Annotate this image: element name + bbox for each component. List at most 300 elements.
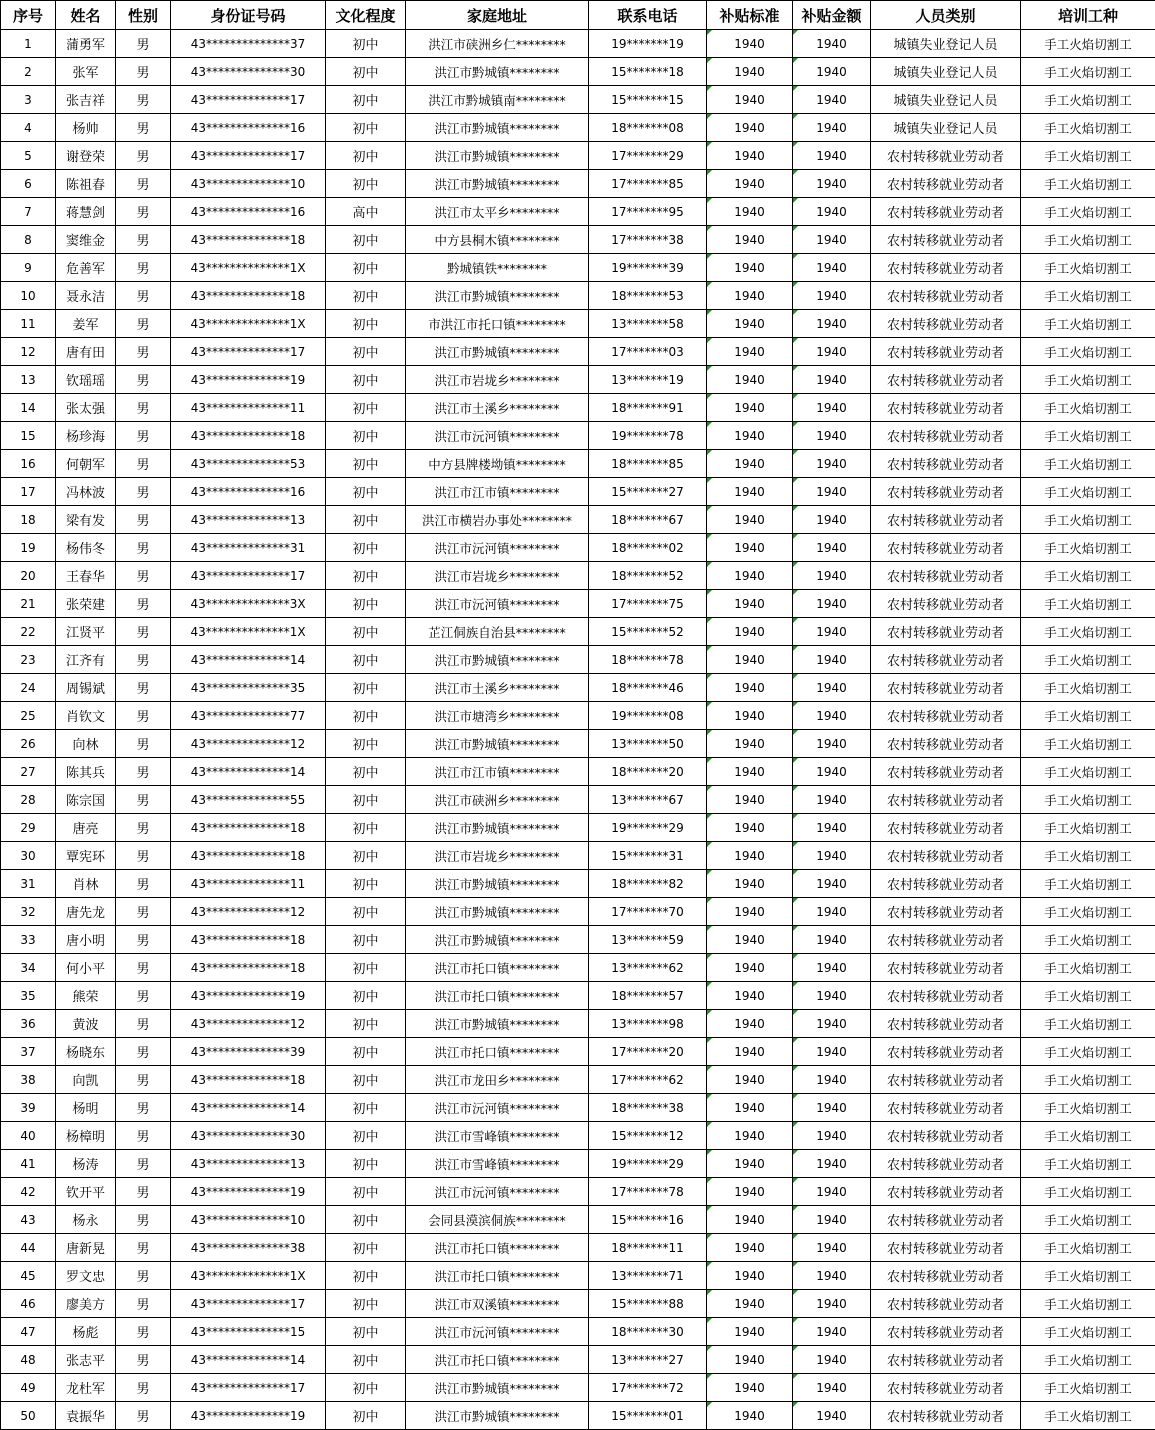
cell-seq[interactable]: 26 bbox=[1, 730, 56, 758]
cell-gender[interactable]: 男 bbox=[116, 1178, 171, 1206]
cell-seq[interactable]: 36 bbox=[1, 1010, 56, 1038]
cell-address[interactable]: 洪江市江市镇******** bbox=[406, 478, 589, 506]
cell-id-number[interactable]: 43**************18 bbox=[171, 1066, 326, 1094]
cell-address[interactable]: 洪江市黔城镇******** bbox=[406, 926, 589, 954]
cell-education[interactable]: 初中 bbox=[326, 170, 406, 198]
cell-subsidy-standard[interactable]: 1940 bbox=[707, 1374, 793, 1402]
cell-category[interactable]: 农村转移就业劳动者 bbox=[871, 254, 1021, 282]
cell-subsidy-standard[interactable]: 1940 bbox=[707, 1318, 793, 1346]
cell-category[interactable]: 农村转移就业劳动者 bbox=[871, 394, 1021, 422]
cell-subsidy-amount[interactable]: 1940 bbox=[793, 1122, 871, 1150]
cell-training-type[interactable]: 手工火焰切割工 bbox=[1021, 590, 1155, 618]
cell-gender[interactable]: 男 bbox=[116, 758, 171, 786]
cell-category[interactable]: 农村转移就业劳动者 bbox=[871, 898, 1021, 926]
cell-seq[interactable]: 2 bbox=[1, 58, 56, 86]
cell-name[interactable]: 肖钦文 bbox=[56, 702, 116, 730]
cell-subsidy-amount[interactable]: 1940 bbox=[793, 394, 871, 422]
cell-subsidy-amount[interactable]: 1940 bbox=[793, 1038, 871, 1066]
cell-education[interactable]: 初中 bbox=[326, 842, 406, 870]
cell-address[interactable]: 洪江市雪峰镇******** bbox=[406, 1122, 589, 1150]
cell-subsidy-standard[interactable]: 1940 bbox=[707, 982, 793, 1010]
cell-category[interactable]: 农村转移就业劳动者 bbox=[871, 450, 1021, 478]
cell-phone[interactable]: 18*******67 bbox=[589, 506, 707, 534]
cell-subsidy-amount[interactable]: 1940 bbox=[793, 86, 871, 114]
cell-training-type[interactable]: 手工火焰切割工 bbox=[1021, 982, 1155, 1010]
cell-subsidy-amount[interactable]: 1940 bbox=[793, 1178, 871, 1206]
cell-education[interactable]: 初中 bbox=[326, 590, 406, 618]
cell-name[interactable]: 聂永洁 bbox=[56, 282, 116, 310]
cell-name[interactable]: 肖林 bbox=[56, 870, 116, 898]
cell-seq[interactable]: 5 bbox=[1, 142, 56, 170]
cell-education[interactable]: 初中 bbox=[326, 1038, 406, 1066]
cell-id-number[interactable]: 43**************1X bbox=[171, 618, 326, 646]
cell-subsidy-amount[interactable]: 1940 bbox=[793, 618, 871, 646]
cell-id-number[interactable]: 43**************14 bbox=[171, 1346, 326, 1374]
cell-address[interactable]: 洪江市托口镇******** bbox=[406, 982, 589, 1010]
cell-seq[interactable]: 24 bbox=[1, 674, 56, 702]
cell-category[interactable]: 农村转移就业劳动者 bbox=[871, 814, 1021, 842]
cell-phone[interactable]: 17*******20 bbox=[589, 1038, 707, 1066]
cell-id-number[interactable]: 43**************19 bbox=[171, 982, 326, 1010]
cell-name[interactable]: 杨帅 bbox=[56, 114, 116, 142]
cell-seq[interactable]: 8 bbox=[1, 226, 56, 254]
cell-phone[interactable]: 13*******62 bbox=[589, 954, 707, 982]
cell-seq[interactable]: 4 bbox=[1, 114, 56, 142]
cell-education[interactable]: 初中 bbox=[326, 562, 406, 590]
cell-address[interactable]: 洪江市岩垅乡******** bbox=[406, 366, 589, 394]
cell-gender[interactable]: 男 bbox=[116, 702, 171, 730]
cell-address[interactable]: 洪江市黔城镇******** bbox=[406, 114, 589, 142]
cell-id-number[interactable]: 43**************18 bbox=[171, 226, 326, 254]
cell-training-type[interactable]: 手工火焰切割工 bbox=[1021, 1038, 1155, 1066]
cell-subsidy-standard[interactable]: 1940 bbox=[707, 1178, 793, 1206]
cell-id-number[interactable]: 43**************1X bbox=[171, 1262, 326, 1290]
cell-name[interactable]: 杨珍海 bbox=[56, 422, 116, 450]
cell-subsidy-amount[interactable]: 1940 bbox=[793, 254, 871, 282]
cell-education[interactable]: 初中 bbox=[326, 786, 406, 814]
cell-subsidy-standard[interactable]: 1940 bbox=[707, 1234, 793, 1262]
cell-gender[interactable]: 男 bbox=[116, 394, 171, 422]
cell-subsidy-amount[interactable]: 1940 bbox=[793, 1290, 871, 1318]
cell-name[interactable]: 张太强 bbox=[56, 394, 116, 422]
cell-subsidy-standard[interactable]: 1940 bbox=[707, 758, 793, 786]
cell-subsidy-standard[interactable]: 1940 bbox=[707, 198, 793, 226]
cell-category[interactable]: 农村转移就业劳动者 bbox=[871, 226, 1021, 254]
cell-subsidy-standard[interactable]: 1940 bbox=[707, 422, 793, 450]
cell-gender[interactable]: 男 bbox=[116, 1094, 171, 1122]
cell-training-type[interactable]: 手工火焰切割工 bbox=[1021, 1010, 1155, 1038]
cell-training-type[interactable]: 手工火焰切割工 bbox=[1021, 478, 1155, 506]
cell-name[interactable]: 张军 bbox=[56, 58, 116, 86]
cell-seq[interactable]: 23 bbox=[1, 646, 56, 674]
cell-training-type[interactable]: 手工火焰切割工 bbox=[1021, 898, 1155, 926]
cell-education[interactable]: 初中 bbox=[326, 618, 406, 646]
cell-address[interactable]: 洪江市沅河镇******** bbox=[406, 590, 589, 618]
cell-address[interactable]: 洪江市黔城镇******** bbox=[406, 338, 589, 366]
cell-category[interactable]: 农村转移就业劳动者 bbox=[871, 1122, 1021, 1150]
cell-subsidy-standard[interactable]: 1940 bbox=[707, 254, 793, 282]
cell-address[interactable]: 洪江市江市镇******** bbox=[406, 758, 589, 786]
cell-subsidy-amount[interactable]: 1940 bbox=[793, 478, 871, 506]
cell-subsidy-standard[interactable]: 1940 bbox=[707, 58, 793, 86]
cell-phone[interactable]: 18*******53 bbox=[589, 282, 707, 310]
cell-seq[interactable]: 33 bbox=[1, 926, 56, 954]
cell-seq[interactable]: 19 bbox=[1, 534, 56, 562]
cell-id-number[interactable]: 43**************14 bbox=[171, 758, 326, 786]
cell-education[interactable]: 初中 bbox=[326, 814, 406, 842]
cell-subsidy-standard[interactable]: 1940 bbox=[707, 170, 793, 198]
cell-subsidy-amount[interactable]: 1940 bbox=[793, 1318, 871, 1346]
cell-gender[interactable]: 男 bbox=[116, 842, 171, 870]
cell-gender[interactable]: 男 bbox=[116, 982, 171, 1010]
cell-subsidy-standard[interactable]: 1940 bbox=[707, 1094, 793, 1122]
cell-category[interactable]: 农村转移就业劳动者 bbox=[871, 730, 1021, 758]
cell-gender[interactable]: 男 bbox=[116, 1234, 171, 1262]
cell-category[interactable]: 农村转移就业劳动者 bbox=[871, 1038, 1021, 1066]
cell-address[interactable]: 洪江市沅河镇******** bbox=[406, 534, 589, 562]
cell-education[interactable]: 初中 bbox=[326, 506, 406, 534]
cell-subsidy-amount[interactable]: 1940 bbox=[793, 198, 871, 226]
cell-subsidy-standard[interactable]: 1940 bbox=[707, 562, 793, 590]
cell-seq[interactable]: 10 bbox=[1, 282, 56, 310]
cell-subsidy-standard[interactable]: 1940 bbox=[707, 226, 793, 254]
cell-name[interactable]: 周锡斌 bbox=[56, 674, 116, 702]
cell-name[interactable]: 江贤平 bbox=[56, 618, 116, 646]
cell-address[interactable]: 洪江市托口镇******** bbox=[406, 1262, 589, 1290]
cell-training-type[interactable]: 手工火焰切割工 bbox=[1021, 758, 1155, 786]
cell-training-type[interactable]: 手工火焰切割工 bbox=[1021, 254, 1155, 282]
cell-seq[interactable]: 20 bbox=[1, 562, 56, 590]
cell-subsidy-amount[interactable]: 1940 bbox=[793, 870, 871, 898]
cell-training-type[interactable]: 手工火焰切割工 bbox=[1021, 1206, 1155, 1234]
cell-category[interactable]: 农村转移就业劳动者 bbox=[871, 842, 1021, 870]
cell-category[interactable]: 农村转移就业劳动者 bbox=[871, 646, 1021, 674]
cell-name[interactable]: 袁振华 bbox=[56, 1402, 116, 1430]
cell-seq[interactable]: 3 bbox=[1, 86, 56, 114]
cell-address[interactable]: 洪江市托口镇******** bbox=[406, 954, 589, 982]
cell-seq[interactable]: 30 bbox=[1, 842, 56, 870]
cell-category[interactable]: 农村转移就业劳动者 bbox=[871, 198, 1021, 226]
cell-education[interactable]: 初中 bbox=[326, 422, 406, 450]
cell-phone[interactable]: 13*******58 bbox=[589, 310, 707, 338]
cell-subsidy-amount[interactable]: 1940 bbox=[793, 226, 871, 254]
cell-gender[interactable]: 男 bbox=[116, 646, 171, 674]
cell-name[interactable]: 钦开平 bbox=[56, 1178, 116, 1206]
cell-name[interactable]: 冯林波 bbox=[56, 478, 116, 506]
cell-phone[interactable]: 13*******27 bbox=[589, 1346, 707, 1374]
cell-address[interactable]: 洪江市黔城镇******** bbox=[406, 142, 589, 170]
cell-category[interactable]: 农村转移就业劳动者 bbox=[871, 170, 1021, 198]
cell-subsidy-amount[interactable]: 1940 bbox=[793, 1374, 871, 1402]
cell-id-number[interactable]: 43**************11 bbox=[171, 394, 326, 422]
cell-id-number[interactable]: 43**************11 bbox=[171, 870, 326, 898]
cell-id-number[interactable]: 43**************53 bbox=[171, 450, 326, 478]
cell-category[interactable]: 农村转移就业劳动者 bbox=[871, 982, 1021, 1010]
cell-seq[interactable]: 50 bbox=[1, 1402, 56, 1430]
cell-training-type[interactable]: 手工火焰切割工 bbox=[1021, 954, 1155, 982]
cell-name[interactable]: 陈祖春 bbox=[56, 170, 116, 198]
cell-training-type[interactable]: 手工火焰切割工 bbox=[1021, 282, 1155, 310]
cell-phone[interactable]: 18*******11 bbox=[589, 1234, 707, 1262]
cell-education[interactable]: 初中 bbox=[326, 1122, 406, 1150]
cell-subsidy-amount[interactable]: 1940 bbox=[793, 590, 871, 618]
cell-category[interactable]: 农村转移就业劳动者 bbox=[871, 954, 1021, 982]
cell-education[interactable]: 初中 bbox=[326, 58, 406, 86]
cell-address[interactable]: 黔城镇铁******** bbox=[406, 254, 589, 282]
cell-id-number[interactable]: 43**************13 bbox=[171, 1150, 326, 1178]
cell-name[interactable]: 张志平 bbox=[56, 1346, 116, 1374]
cell-category[interactable]: 农村转移就业劳动者 bbox=[871, 282, 1021, 310]
cell-subsidy-standard[interactable]: 1940 bbox=[707, 310, 793, 338]
cell-subsidy-amount[interactable]: 1940 bbox=[793, 954, 871, 982]
cell-seq[interactable]: 18 bbox=[1, 506, 56, 534]
cell-subsidy-amount[interactable]: 1940 bbox=[793, 674, 871, 702]
cell-phone[interactable]: 18*******08 bbox=[589, 114, 707, 142]
cell-address[interactable]: 芷江侗族自治县******** bbox=[406, 618, 589, 646]
cell-address[interactable]: 洪江市岩垅乡******** bbox=[406, 842, 589, 870]
cell-training-type[interactable]: 手工火焰切割工 bbox=[1021, 394, 1155, 422]
cell-subsidy-amount[interactable]: 1940 bbox=[793, 1066, 871, 1094]
cell-category[interactable]: 农村转移就业劳动者 bbox=[871, 1346, 1021, 1374]
cell-id-number[interactable]: 43**************30 bbox=[171, 1122, 326, 1150]
cell-education[interactable]: 初中 bbox=[326, 1010, 406, 1038]
cell-subsidy-standard[interactable]: 1940 bbox=[707, 366, 793, 394]
cell-education[interactable]: 初中 bbox=[326, 1150, 406, 1178]
cell-subsidy-standard[interactable]: 1940 bbox=[707, 86, 793, 114]
cell-education[interactable]: 初中 bbox=[326, 1402, 406, 1430]
cell-subsidy-standard[interactable]: 1940 bbox=[707, 1150, 793, 1178]
cell-seq[interactable]: 15 bbox=[1, 422, 56, 450]
cell-phone[interactable]: 15*******52 bbox=[589, 618, 707, 646]
cell-subsidy-amount[interactable]: 1940 bbox=[793, 30, 871, 58]
cell-id-number[interactable]: 43**************18 bbox=[171, 926, 326, 954]
cell-subsidy-amount[interactable]: 1940 bbox=[793, 310, 871, 338]
cell-gender[interactable]: 男 bbox=[116, 310, 171, 338]
cell-phone[interactable]: 17*******38 bbox=[589, 226, 707, 254]
cell-id-number[interactable]: 43**************18 bbox=[171, 282, 326, 310]
cell-seq[interactable]: 29 bbox=[1, 814, 56, 842]
cell-name[interactable]: 杨涛 bbox=[56, 1150, 116, 1178]
cell-training-type[interactable]: 手工火焰切割工 bbox=[1021, 1150, 1155, 1178]
cell-subsidy-amount[interactable]: 1940 bbox=[793, 338, 871, 366]
cell-category[interactable]: 农村转移就业劳动者 bbox=[871, 786, 1021, 814]
cell-phone[interactable]: 15*******16 bbox=[589, 1206, 707, 1234]
cell-subsidy-amount[interactable]: 1940 bbox=[793, 282, 871, 310]
cell-gender[interactable]: 男 bbox=[116, 1206, 171, 1234]
cell-training-type[interactable]: 手工火焰切割工 bbox=[1021, 1402, 1155, 1430]
cell-subsidy-amount[interactable]: 1940 bbox=[793, 786, 871, 814]
cell-name[interactable]: 杨樟明 bbox=[56, 1122, 116, 1150]
cell-address[interactable]: 洪江市托口镇******** bbox=[406, 1234, 589, 1262]
cell-phone[interactable]: 15*******12 bbox=[589, 1122, 707, 1150]
cell-id-number[interactable]: 43**************12 bbox=[171, 898, 326, 926]
cell-address[interactable]: 洪江市托口镇******** bbox=[406, 1038, 589, 1066]
cell-subsidy-standard[interactable]: 1940 bbox=[707, 30, 793, 58]
cell-subsidy-standard[interactable]: 1940 bbox=[707, 926, 793, 954]
cell-address[interactable]: 洪江市岩垅乡******** bbox=[406, 562, 589, 590]
cell-gender[interactable]: 男 bbox=[116, 30, 171, 58]
cell-phone[interactable]: 19*******19 bbox=[589, 30, 707, 58]
cell-education[interactable]: 初中 bbox=[326, 1318, 406, 1346]
cell-phone[interactable]: 17*******03 bbox=[589, 338, 707, 366]
cell-category[interactable]: 农村转移就业劳动者 bbox=[871, 1094, 1021, 1122]
cell-subsidy-amount[interactable]: 1940 bbox=[793, 814, 871, 842]
cell-gender[interactable]: 男 bbox=[116, 730, 171, 758]
cell-name[interactable]: 江齐有 bbox=[56, 646, 116, 674]
cell-subsidy-standard[interactable]: 1940 bbox=[707, 1010, 793, 1038]
cell-phone[interactable]: 18*******38 bbox=[589, 1094, 707, 1122]
cell-gender[interactable]: 男 bbox=[116, 142, 171, 170]
cell-subsidy-amount[interactable]: 1940 bbox=[793, 58, 871, 86]
cell-seq[interactable]: 45 bbox=[1, 1262, 56, 1290]
cell-name[interactable]: 蒲勇军 bbox=[56, 30, 116, 58]
cell-category[interactable]: 农村转移就业劳动者 bbox=[871, 1066, 1021, 1094]
cell-education[interactable]: 初中 bbox=[326, 254, 406, 282]
cell-address[interactable]: 洪江市黔城镇******** bbox=[406, 1374, 589, 1402]
cell-name[interactable]: 何小平 bbox=[56, 954, 116, 982]
cell-name[interactable]: 罗文忠 bbox=[56, 1262, 116, 1290]
cell-address[interactable]: 洪江市双溪镇******** bbox=[406, 1290, 589, 1318]
cell-phone[interactable]: 17*******62 bbox=[589, 1066, 707, 1094]
cell-subsidy-standard[interactable]: 1940 bbox=[707, 114, 793, 142]
cell-name[interactable]: 杨彪 bbox=[56, 1318, 116, 1346]
cell-name[interactable]: 向凯 bbox=[56, 1066, 116, 1094]
cell-phone[interactable]: 17*******29 bbox=[589, 142, 707, 170]
cell-training-type[interactable]: 手工火焰切割工 bbox=[1021, 86, 1155, 114]
cell-seq[interactable]: 46 bbox=[1, 1290, 56, 1318]
cell-gender[interactable]: 男 bbox=[116, 618, 171, 646]
cell-subsidy-standard[interactable]: 1940 bbox=[707, 618, 793, 646]
cell-training-type[interactable]: 手工火焰切割工 bbox=[1021, 842, 1155, 870]
cell-gender[interactable]: 男 bbox=[116, 534, 171, 562]
cell-address[interactable]: 洪江市黔城镇******** bbox=[406, 646, 589, 674]
cell-gender[interactable]: 男 bbox=[116, 898, 171, 926]
cell-seq[interactable]: 7 bbox=[1, 198, 56, 226]
cell-training-type[interactable]: 手工火焰切割工 bbox=[1021, 142, 1155, 170]
cell-phone[interactable]: 15*******88 bbox=[589, 1290, 707, 1318]
cell-phone[interactable]: 15*******31 bbox=[589, 842, 707, 870]
cell-address[interactable]: 洪江市沅河镇******** bbox=[406, 1178, 589, 1206]
cell-category[interactable]: 城镇失业登记人员 bbox=[871, 86, 1021, 114]
cell-gender[interactable]: 男 bbox=[116, 254, 171, 282]
cell-id-number[interactable]: 43**************18 bbox=[171, 954, 326, 982]
cell-phone[interactable]: 18*******82 bbox=[589, 870, 707, 898]
cell-address[interactable]: 洪江市黔城镇******** bbox=[406, 58, 589, 86]
cell-subsidy-amount[interactable]: 1940 bbox=[793, 1010, 871, 1038]
cell-category[interactable]: 城镇失业登记人员 bbox=[871, 114, 1021, 142]
cell-seq[interactable]: 31 bbox=[1, 870, 56, 898]
cell-subsidy-amount[interactable]: 1940 bbox=[793, 1234, 871, 1262]
cell-training-type[interactable]: 手工火焰切割工 bbox=[1021, 310, 1155, 338]
cell-subsidy-standard[interactable]: 1940 bbox=[707, 786, 793, 814]
cell-category[interactable]: 农村转移就业劳动者 bbox=[871, 142, 1021, 170]
cell-education[interactable]: 初中 bbox=[326, 1206, 406, 1234]
cell-education[interactable]: 初中 bbox=[326, 1178, 406, 1206]
cell-subsidy-amount[interactable]: 1940 bbox=[793, 982, 871, 1010]
cell-seq[interactable]: 48 bbox=[1, 1346, 56, 1374]
cell-phone[interactable]: 19*******29 bbox=[589, 814, 707, 842]
cell-gender[interactable]: 男 bbox=[116, 170, 171, 198]
cell-training-type[interactable]: 手工火焰切割工 bbox=[1021, 30, 1155, 58]
cell-category[interactable]: 农村转移就业劳动者 bbox=[871, 1290, 1021, 1318]
cell-seq[interactable]: 42 bbox=[1, 1178, 56, 1206]
cell-address[interactable]: 洪江市黔城镇******** bbox=[406, 898, 589, 926]
cell-subsidy-amount[interactable]: 1940 bbox=[793, 562, 871, 590]
cell-address[interactable]: 洪江市沅河镇******** bbox=[406, 1318, 589, 1346]
cell-subsidy-standard[interactable]: 1940 bbox=[707, 674, 793, 702]
cell-education[interactable]: 初中 bbox=[326, 1094, 406, 1122]
cell-name[interactable]: 姜军 bbox=[56, 310, 116, 338]
cell-category[interactable]: 农村转移就业劳动者 bbox=[871, 870, 1021, 898]
cell-subsidy-amount[interactable]: 1940 bbox=[793, 114, 871, 142]
cell-address[interactable]: 洪江市土溪乡******** bbox=[406, 394, 589, 422]
cell-category[interactable]: 农村转移就业劳动者 bbox=[871, 1150, 1021, 1178]
cell-seq[interactable]: 38 bbox=[1, 1066, 56, 1094]
cell-phone[interactable]: 17*******78 bbox=[589, 1178, 707, 1206]
cell-address[interactable]: 洪江市龙田乡******** bbox=[406, 1066, 589, 1094]
cell-gender[interactable]: 男 bbox=[116, 1346, 171, 1374]
cell-training-type[interactable]: 手工火焰切割工 bbox=[1021, 730, 1155, 758]
cell-name[interactable]: 梁有发 bbox=[56, 506, 116, 534]
cell-id-number[interactable]: 43**************12 bbox=[171, 730, 326, 758]
cell-subsidy-standard[interactable]: 1940 bbox=[707, 842, 793, 870]
cell-phone[interactable]: 15*******18 bbox=[589, 58, 707, 86]
cell-id-number[interactable]: 43**************55 bbox=[171, 786, 326, 814]
cell-category[interactable]: 农村转移就业劳动者 bbox=[871, 310, 1021, 338]
cell-training-type[interactable]: 手工火焰切割工 bbox=[1021, 58, 1155, 86]
cell-phone[interactable]: 13*******19 bbox=[589, 366, 707, 394]
cell-training-type[interactable]: 手工火焰切割工 bbox=[1021, 170, 1155, 198]
cell-phone[interactable]: 18*******02 bbox=[589, 534, 707, 562]
cell-name[interactable]: 唐亮 bbox=[56, 814, 116, 842]
cell-training-type[interactable]: 手工火焰切割工 bbox=[1021, 814, 1155, 842]
cell-name[interactable]: 龙杜军 bbox=[56, 1374, 116, 1402]
cell-id-number[interactable]: 43**************38 bbox=[171, 1234, 326, 1262]
cell-subsidy-amount[interactable]: 1940 bbox=[793, 534, 871, 562]
cell-education[interactable]: 初中 bbox=[326, 982, 406, 1010]
cell-seq[interactable]: 40 bbox=[1, 1122, 56, 1150]
cell-education[interactable]: 初中 bbox=[326, 730, 406, 758]
cell-id-number[interactable]: 43**************31 bbox=[171, 534, 326, 562]
cell-category[interactable]: 农村转移就业劳动者 bbox=[871, 534, 1021, 562]
cell-id-number[interactable]: 43**************16 bbox=[171, 114, 326, 142]
cell-category[interactable]: 农村转移就业劳动者 bbox=[871, 590, 1021, 618]
cell-training-type[interactable]: 手工火焰切割工 bbox=[1021, 226, 1155, 254]
cell-phone[interactable]: 18*******52 bbox=[589, 562, 707, 590]
cell-seq[interactable]: 28 bbox=[1, 786, 56, 814]
cell-subsidy-standard[interactable]: 1940 bbox=[707, 1066, 793, 1094]
cell-phone[interactable]: 19*******08 bbox=[589, 702, 707, 730]
cell-education[interactable]: 初中 bbox=[326, 86, 406, 114]
cell-gender[interactable]: 男 bbox=[116, 674, 171, 702]
cell-id-number[interactable]: 43**************17 bbox=[171, 1374, 326, 1402]
cell-subsidy-standard[interactable]: 1940 bbox=[707, 702, 793, 730]
cell-training-type[interactable]: 手工火焰切割工 bbox=[1021, 366, 1155, 394]
cell-category[interactable]: 农村转移就业劳动者 bbox=[871, 1234, 1021, 1262]
cell-subsidy-standard[interactable]: 1940 bbox=[707, 646, 793, 674]
cell-category[interactable]: 城镇失业登记人员 bbox=[871, 58, 1021, 86]
cell-gender[interactable]: 男 bbox=[116, 366, 171, 394]
cell-phone[interactable]: 17*******85 bbox=[589, 170, 707, 198]
cell-education[interactable]: 初中 bbox=[326, 1234, 406, 1262]
cell-gender[interactable]: 男 bbox=[116, 86, 171, 114]
cell-subsidy-amount[interactable]: 1940 bbox=[793, 1094, 871, 1122]
cell-seq[interactable]: 9 bbox=[1, 254, 56, 282]
cell-phone[interactable]: 13*******67 bbox=[589, 786, 707, 814]
cell-education[interactable]: 初中 bbox=[326, 282, 406, 310]
cell-training-type[interactable]: 手工火焰切割工 bbox=[1021, 114, 1155, 142]
cell-phone[interactable]: 17*******72 bbox=[589, 1374, 707, 1402]
